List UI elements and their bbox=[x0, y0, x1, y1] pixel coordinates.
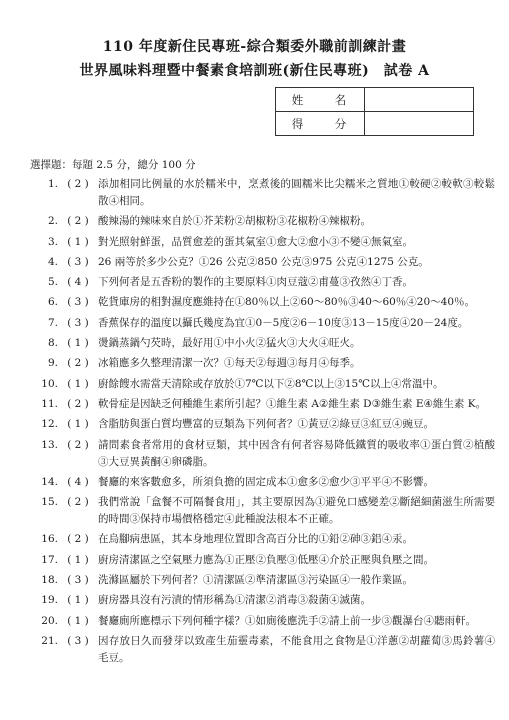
question-list bbox=[30, 176, 495, 670]
question-text: 26 兩等於多少公克？①26 公克②850 公克③975 公克④1275 公克。 bbox=[98, 255, 429, 268]
name-field[interactable] bbox=[365, 88, 474, 112]
question-answer: ( 1 ) bbox=[67, 418, 89, 431]
question-number: 14. bbox=[41, 475, 58, 488]
question-item bbox=[30, 633, 495, 667]
question-text: 燙鍋蒸鍋勺芡時，最好用①中小火②猛火③大火④旺火。 bbox=[98, 337, 361, 350]
question-number: 15. bbox=[41, 496, 58, 509]
question-number: 4. bbox=[47, 255, 58, 268]
question-text: 軟骨症是因缺乏何種維生素所引起？①維生素 A②維生素 D③維生素 E④維生素 K。 bbox=[98, 397, 487, 410]
question-text: 因存放日久而發芽以致產生茄靈毒素，不能食用之食物是①洋蔥②胡蘿蔔③馬鈴薯④毛豆。 bbox=[98, 634, 495, 664]
question-text: 廚房清潔區之空氣壓力應為①正壓②負壓③低壓④介於正壓與負壓之間。 bbox=[98, 553, 434, 566]
question-answer: ( 2 ) bbox=[67, 215, 89, 228]
question-number: 10. bbox=[41, 377, 58, 390]
question-text: 冰箱應多久整理清潔一次？①每天②每週③每月④每季。 bbox=[98, 357, 361, 370]
question-answer: ( 1 ) bbox=[67, 235, 89, 248]
question-item bbox=[30, 355, 495, 372]
question-text: 香蕉保存的溫度以攝氏幾度為宜①0－5度②6－10度③13－15度④20－24度。 bbox=[98, 316, 469, 329]
question-number: 16. bbox=[41, 533, 58, 546]
question-answer: ( 1 ) bbox=[67, 553, 89, 566]
question-item bbox=[30, 494, 495, 528]
question-item bbox=[30, 416, 495, 433]
question-item bbox=[30, 396, 495, 413]
question-item bbox=[30, 592, 495, 609]
question-number: 19. bbox=[41, 594, 58, 607]
question-text: 我們常說「盒餐不可隔餐食用」，其主要原因為①避免口感變差②斷絕細菌滋生所需要的時間③保持市場價格穩定④此種說法根本不正確。 bbox=[98, 496, 495, 526]
question-answer: ( 1 ) bbox=[67, 337, 89, 350]
question-number: 6. bbox=[47, 296, 58, 309]
question-item bbox=[30, 213, 495, 230]
score-field[interactable] bbox=[365, 112, 474, 136]
question-text: 請問素食者常用的食材豆類，其中因含有何者容易降低鐵質的吸收率①蛋白質②植酸③大豆異黃酮④卵磷脂。 bbox=[98, 438, 495, 468]
question-text: 乾貨庫房的相對濕度應維持在①80％以上②60～80％③40～60％④20～40％。 bbox=[98, 296, 476, 309]
question-number: 3. bbox=[47, 235, 58, 248]
question-item bbox=[30, 531, 495, 548]
question-item bbox=[30, 294, 495, 311]
question-number: 13. bbox=[41, 438, 58, 451]
question-answer: ( 3 ) bbox=[67, 574, 89, 587]
question-text: 在烏腳病患區，其本身地理位置即含高百分比的①鉛②砷③鋁④汞。 bbox=[98, 533, 413, 546]
question-item bbox=[30, 274, 495, 291]
question-text: 酸辣湯的辣味來自於①芥茉粉②胡椒粉③花椒粉④辣椒粉。 bbox=[98, 215, 371, 228]
question-item bbox=[30, 234, 495, 251]
question-item bbox=[30, 613, 495, 630]
question-text: 含脂肪與蛋白質均豐富的豆類為下列何者？①黃豆②綠豆③紅豆④豌豆。 bbox=[98, 418, 434, 431]
question-answer: ( 2 ) bbox=[67, 357, 89, 370]
question-number: 9. bbox=[47, 357, 58, 370]
question-item bbox=[30, 572, 495, 589]
question-answer: ( 1 ) bbox=[67, 594, 89, 607]
question-answer: ( 1 ) bbox=[67, 614, 89, 627]
question-number: 18. bbox=[41, 574, 58, 587]
question-answer: ( 3 ) bbox=[67, 634, 89, 647]
question-answer: ( 1 ) bbox=[67, 377, 89, 390]
question-text: 廚房器具沒有污漬的情形稱為①清潔②消毒③殺菌④滅菌。 bbox=[98, 594, 371, 607]
exam-title: 110 年度新住民專班-綜合類委外職前訓練計畫 bbox=[102, 39, 407, 55]
question-item bbox=[30, 335, 495, 352]
question-number: 8. bbox=[47, 337, 58, 350]
question-answer: ( 2 ) bbox=[67, 178, 89, 190]
question-text: 洗滌區屬於下列何者？①清潔區②準清潔區③污染區④一般作業區。 bbox=[98, 574, 413, 587]
question-answer: ( 4 ) bbox=[67, 276, 89, 289]
question-answer: ( 3 ) bbox=[67, 255, 89, 268]
question-item bbox=[30, 474, 495, 491]
question-text: 餐廳的來客數愈多，所須負擔的固定成本①愈多②愈少③平平④不影響。 bbox=[98, 475, 434, 488]
question-text: 廚餘餿水需當天清除或存放於①7℃以下②8℃以上③15℃以上④常溫中。 bbox=[98, 377, 444, 390]
question-answer: ( 3 ) bbox=[67, 316, 89, 329]
question-number: 11. bbox=[41, 397, 58, 410]
question-number: 20. bbox=[41, 614, 58, 627]
question-number: 12. bbox=[41, 418, 58, 431]
question-number: 17. bbox=[41, 553, 58, 566]
question-number: 2. bbox=[47, 215, 58, 228]
question-item bbox=[30, 254, 495, 271]
question-item bbox=[30, 176, 495, 210]
question-number: 5. bbox=[47, 276, 58, 289]
question-text: 添加相同比例量的水於糯米中，烹煮後的圓糯米比尖糯米之質地①較硬②較軟③較鬆散④相同。 bbox=[98, 178, 495, 207]
question-item bbox=[30, 552, 495, 569]
question-item bbox=[30, 376, 495, 393]
question-number: 7. bbox=[47, 316, 58, 329]
instructions: 選擇題：每題 2.5 分，總分 100 分 bbox=[30, 159, 196, 171]
exam-subtitle: 世界風味料理暨中餐素食培訓班(新住民專班) 試卷 A bbox=[79, 63, 430, 79]
question-number: 21. bbox=[41, 634, 58, 647]
question-answer: ( 4 ) bbox=[67, 475, 89, 488]
question-answer: ( 2 ) bbox=[67, 533, 89, 546]
question-number: 1. bbox=[47, 178, 58, 190]
question-text: 對光照射鮮蛋，品質愈差的蛋其氣室①愈大②愈小③不變④無氣室。 bbox=[98, 235, 413, 248]
question-text: 餐廳廁所應標示下列何種字樣？①如廁後應洗手②請上前一步③觀瀑台④聽雨軒。 bbox=[98, 614, 476, 627]
question-item bbox=[30, 437, 495, 471]
question-answer: ( 3 ) bbox=[67, 296, 89, 309]
question-answer: ( 2 ) bbox=[67, 397, 89, 410]
question-item bbox=[30, 315, 495, 332]
question-answer: ( 2 ) bbox=[67, 438, 89, 451]
name-label: 姓 名 bbox=[276, 88, 365, 112]
question-text: 下列何者是五香粉的製作的主要原料①肉豆蔻②甫蔓③孜然④丁香。 bbox=[98, 276, 413, 289]
question-answer: ( 2 ) bbox=[67, 496, 89, 509]
score-label: 得 分 bbox=[276, 112, 365, 136]
name-score-table bbox=[275, 87, 474, 136]
